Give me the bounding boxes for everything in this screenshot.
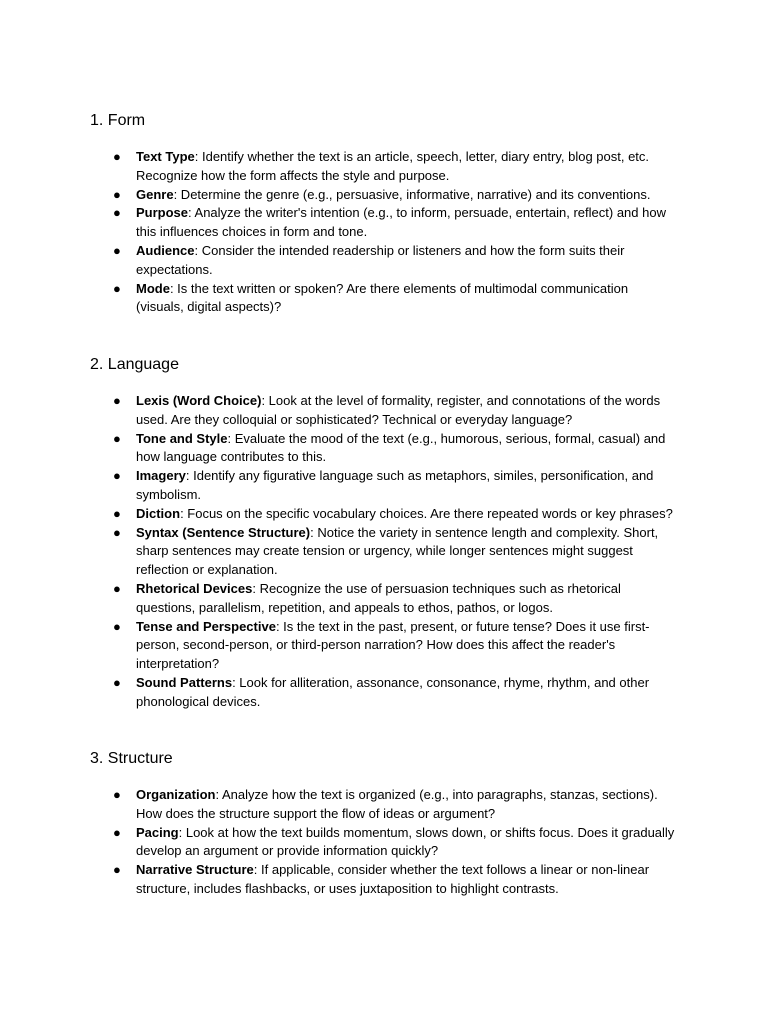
list-item [0, 618, 676, 674]
item-desc: : Look at how the text builds momentum, slows down, or shifts focus. Does it gradually develop an argument or provide information quickly? [136, 824, 675, 859]
bullet-icon: ● [113, 524, 121, 540]
item-desc: : Determine the genre (e.g., persuasive, informative, narrative) and its conventions. [173, 186, 651, 202]
item-term: Diction [136, 505, 181, 521]
item-desc: : Identify any figurative language such as metaphors, similes, personification, and symbolism. [136, 468, 654, 502]
list-item [0, 524, 676, 580]
item-desc: : Analyze the writer's intention (e.g., to inform, persuade, entertain, reflect) and how this influences choices in form and tone. [136, 205, 666, 240]
list-item [0, 674, 676, 712]
language-list [0, 392, 676, 712]
bullet-icon: ● [113, 149, 121, 164]
list-item [0, 280, 676, 318]
list-item [0, 186, 676, 205]
item-term: Imagery [136, 468, 186, 484]
item-term: Sound Patterns [136, 674, 233, 690]
item-term: Organization [136, 787, 216, 802]
structure-list [0, 786, 676, 899]
section-title-form: 1. Form [90, 112, 146, 129]
item-desc: : Evaluate the mood of the text (e.g., humorous, serious, formal, casual) and how language contributes to this. [136, 430, 666, 465]
bullet-icon: ● [113, 787, 121, 802]
item-term: Genre [136, 186, 174, 202]
item-desc: : Look for alliteration, assonance, consonance, rhyme, rhythm, and other phonological devices. [136, 674, 650, 709]
bullet-icon: ● [113, 580, 121, 596]
list-item [0, 242, 676, 280]
item-term: Tone and Style [136, 430, 228, 446]
list-item [0, 430, 676, 468]
item-desc: : If applicable, consider whether the text follows a linear or non-linear structure, includes flashbacks, or uses juxtaposition to highlight contrasts. [136, 862, 650, 896]
item-desc: : Focus on the specific vocabulary choices. Are there repeated words or key phrases? [180, 505, 673, 521]
bullet-icon: ● [113, 393, 121, 408]
item-term: Purpose [136, 205, 189, 221]
item-term: Tense and Perspective [136, 618, 276, 634]
item-term: Pacing [136, 824, 179, 840]
bullet-icon: ● [113, 280, 121, 296]
list-item [0, 467, 676, 505]
item-term: Text Type [136, 149, 195, 164]
item-term: Syntax (Sentence Structure) [136, 524, 311, 540]
item-term: Lexis (Word Choice) [136, 393, 262, 408]
bullet-icon: ● [113, 186, 121, 202]
item-desc: : Notice the variety in sentence length and complexity. Short, sharp sentences may create tension or urgency, while longer sentences might suggest reflection or explanation. [136, 524, 659, 578]
item-desc: : Look at the level of formality, register, and connotations of the words used. Are they colloquial or sophisticated? Technical or everyday language? [136, 393, 661, 427]
item-term: Rhetorical Devices [136, 580, 253, 596]
list-item [0, 580, 676, 618]
section-title-structure: 3. Structure [90, 750, 173, 767]
list-item [0, 786, 676, 824]
item-desc: : Identify whether the text is an article, speech, letter, diary entry, blog post, etc. Recognize how the form affects the style and purpose. [136, 149, 650, 183]
item-desc: : Recognize the use of persuasion techniques such as rhetorical questions, parallelism, repetition, and appeals to ethos, pathos, or logos. [136, 580, 621, 615]
form-list [0, 148, 676, 317]
bullet-icon: ● [113, 242, 121, 258]
bullet-icon: ● [113, 205, 121, 221]
bullet-icon: ● [113, 824, 121, 840]
item-term: Audience [136, 242, 195, 258]
list-item [0, 148, 676, 186]
bullet-icon: ● [113, 468, 121, 484]
list-item [0, 204, 676, 242]
bullet-icon: ● [113, 674, 121, 690]
bullet-icon: ● [113, 430, 121, 446]
bullet-icon: ● [113, 618, 121, 634]
item-desc: : Is the text in the past, present, or future tense? Does it use first-person, second-person, or third-person narration? How does this affect the reader's interpretation? [136, 618, 650, 672]
item-term: Narrative Structure [136, 862, 254, 878]
list-item [0, 824, 676, 862]
section-title-language: 2. Language [90, 356, 179, 373]
bullet-icon: ● [113, 505, 121, 521]
item-term: Mode [136, 280, 170, 296]
item-desc: : Is the text written or spoken? Are there elements of multimodal communication (visuals, digital aspects)? [136, 280, 629, 315]
list-item [0, 392, 676, 430]
list-item [0, 861, 676, 899]
item-desc: : Analyze how the text is organized (e.g., into paragraphs, stanzas, sections). How does the structure support the flow of ideas or argument? [136, 787, 658, 821]
item-desc: : Consider the intended readership or listeners and how the form suits their expectations. [136, 242, 625, 277]
bullet-icon: ● [113, 862, 121, 878]
list-item [0, 505, 676, 524]
